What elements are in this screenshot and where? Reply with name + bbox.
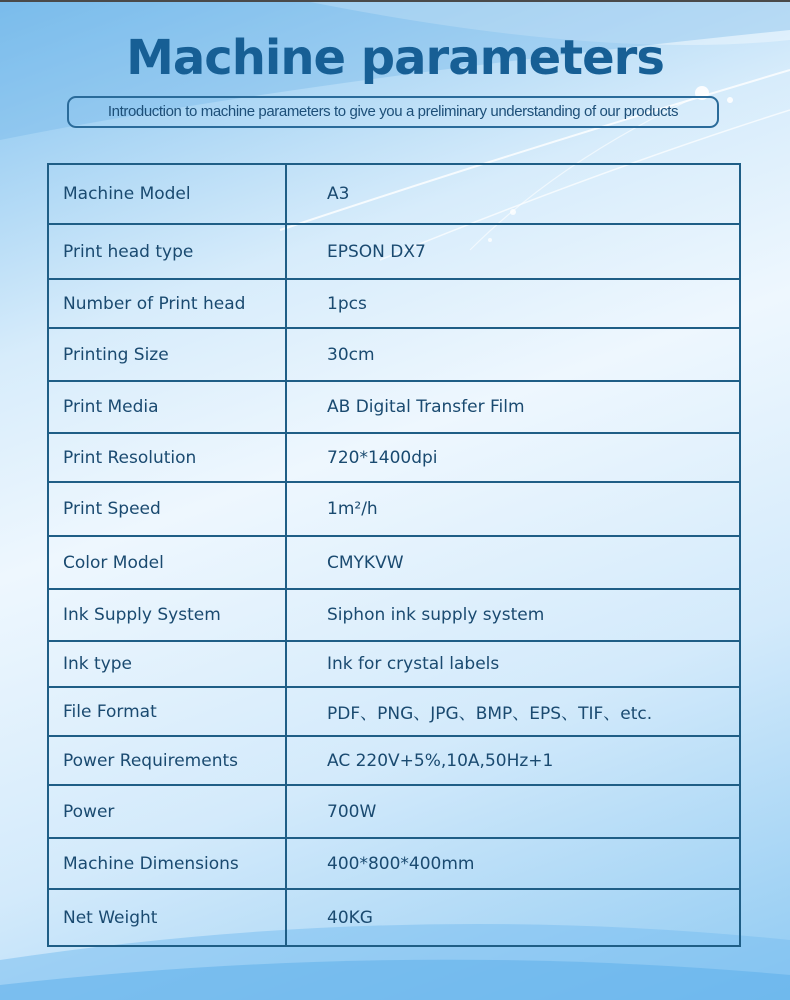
table-row: [48, 536, 740, 589]
param-value: 1pcs: [286, 279, 740, 328]
param-label: Printing Size: [48, 328, 286, 381]
page-title: Machine parameters: [126, 30, 664, 86]
param-label: Machine Dimensions: [48, 838, 286, 889]
param-label: Print Speed: [48, 482, 286, 536]
param-label: File Format: [48, 687, 286, 736]
param-label: Print head type: [48, 224, 286, 279]
table-row: [48, 224, 740, 279]
parameters-table: [47, 163, 741, 947]
param-value: EPSON DX7: [286, 224, 740, 279]
param-label: Ink type: [48, 641, 286, 687]
table-row: [48, 279, 740, 328]
top-border-line: [0, 0, 790, 2]
table-row: [48, 328, 740, 381]
param-label: Ink Supply System: [48, 589, 286, 641]
param-value: PDF、PNG、JPG、BMP、EPS、TIF、etc.: [286, 687, 740, 736]
param-value: 400*800*400mm: [286, 838, 740, 889]
param-value: 1m²/h: [286, 482, 740, 536]
param-value: AC 220V+5%,10A,50Hz+1: [286, 736, 740, 785]
page-subtitle: Introduction to machine parameters to give you a preliminary understanding of our products: [67, 96, 719, 128]
table-row: [48, 164, 740, 224]
param-label: Net Weight: [48, 889, 286, 946]
param-label: Machine Model: [48, 164, 286, 224]
table-row: [48, 736, 740, 785]
table-row: [48, 482, 740, 536]
param-value: CMYKVW: [286, 536, 740, 589]
param-value: 40KG: [286, 889, 740, 946]
table-row: [48, 889, 740, 946]
table-row: [48, 433, 740, 482]
table-row: [48, 838, 740, 889]
param-label: Print Resolution: [48, 433, 286, 482]
param-value: Ink for crystal labels: [286, 641, 740, 687]
table-row: [48, 589, 740, 641]
table-row: [48, 381, 740, 433]
param-value: A3: [286, 164, 740, 224]
param-label: Power Requirements: [48, 736, 286, 785]
param-value: 700W: [286, 785, 740, 838]
param-label: Number of Print head: [48, 279, 286, 328]
param-label: Power: [48, 785, 286, 838]
param-value: 30cm: [286, 328, 740, 381]
table-row: [48, 641, 740, 687]
param-label: Print Media: [48, 381, 286, 433]
table-row: [48, 785, 740, 838]
param-label: Color Model: [48, 536, 286, 589]
param-value: Siphon ink supply system: [286, 589, 740, 641]
param-value: AB Digital Transfer Film: [286, 381, 740, 433]
table-row: [48, 687, 740, 736]
param-value: 720*1400dpi: [286, 433, 740, 482]
